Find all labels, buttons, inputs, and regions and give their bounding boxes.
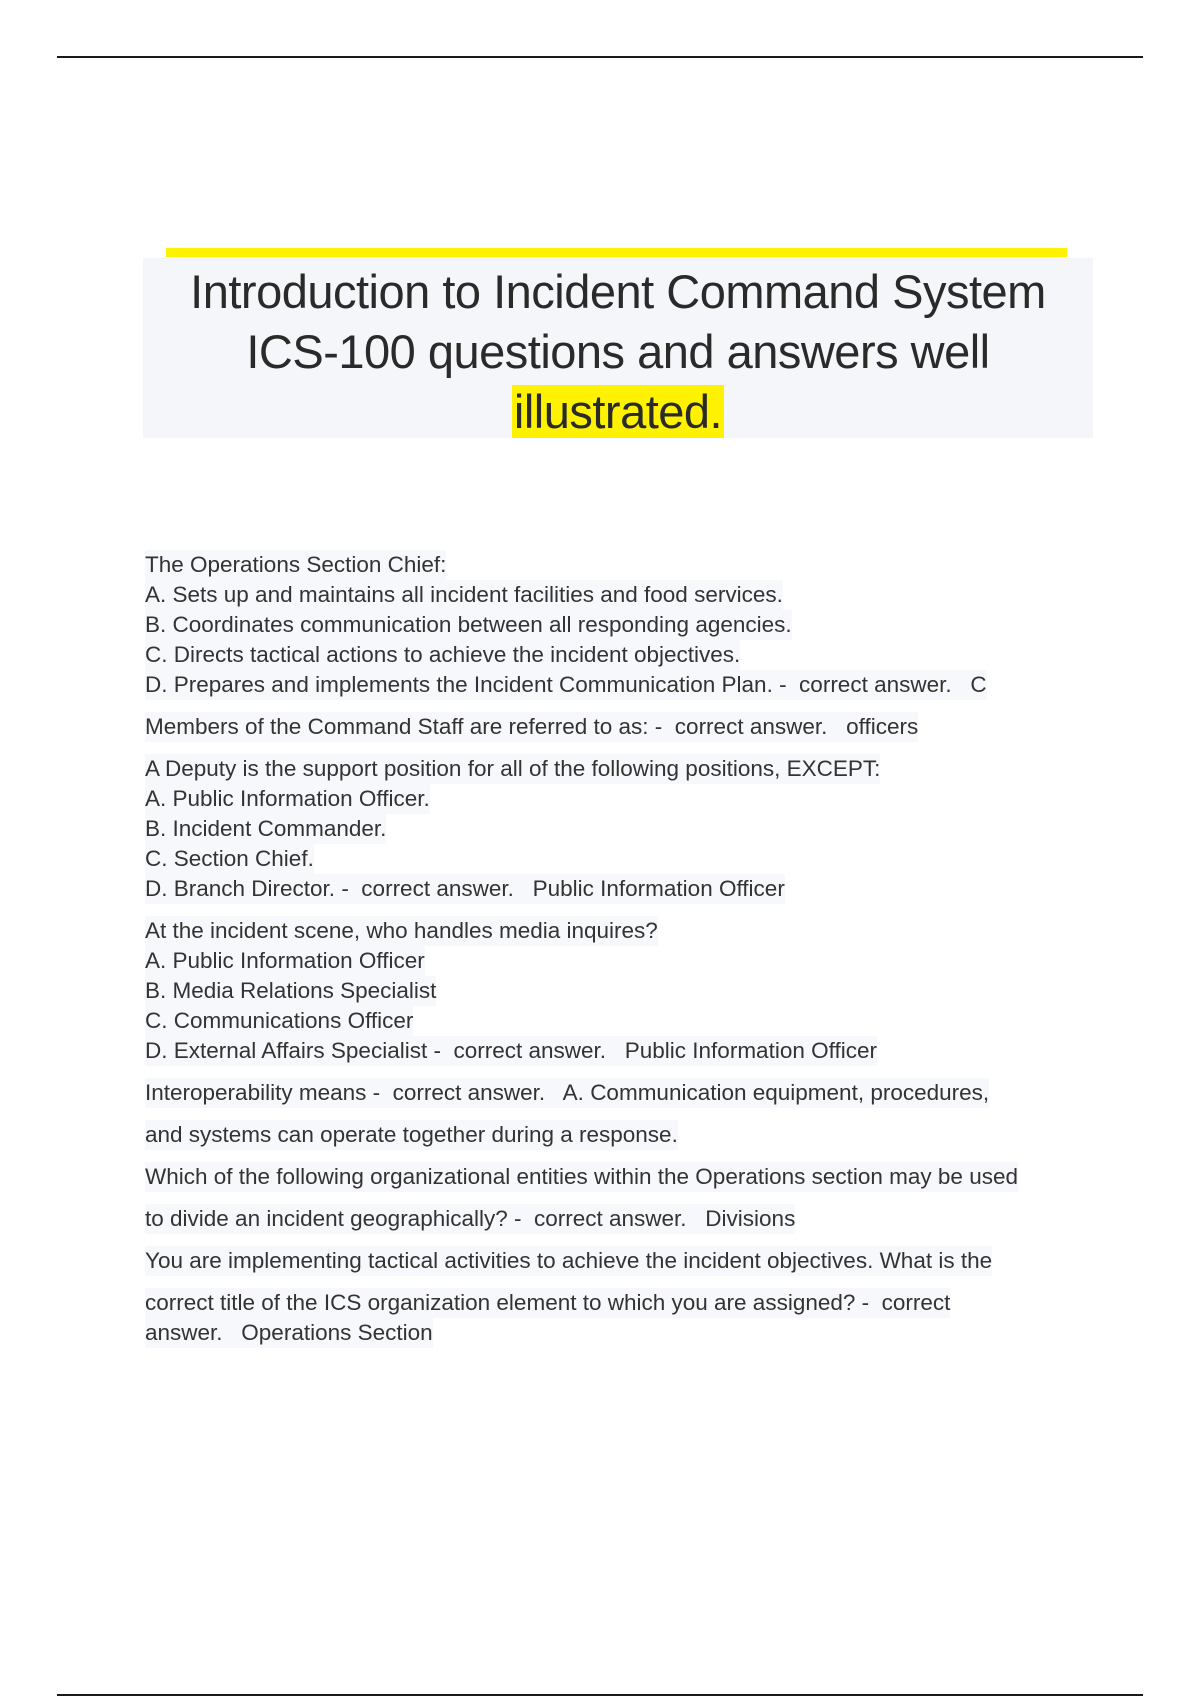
option-text: C. Directs tactical actions to achieve the incident objectives. (145, 640, 740, 670)
qa-list (145, 550, 1105, 1348)
qa-item (145, 754, 1105, 904)
answer-text: Interoperability means - correct answer. A. Communication equipment, procedures, (145, 1078, 989, 1108)
title-line-3 (143, 382, 1093, 442)
question-text: At the incident scene, who handles media inquires? (145, 916, 658, 946)
question-text: A Deputy is the support position for all of the following positions, EXCEPT: (145, 754, 880, 784)
answer-text: and systems can operate together during a response. (145, 1120, 678, 1150)
question-text: You are implementing tactical activities to achieve the incident objectives. What is the (145, 1246, 992, 1276)
title-line-1: Introduction to Incident Command System (190, 265, 1046, 318)
answer-text: D. Prepares and implements the Incident Communication Plan. - correct answer. C (145, 670, 987, 700)
qa-item (145, 1078, 1105, 1150)
option-text: A. Public Information Officer. (145, 784, 430, 814)
answer-text: D. Branch Director. - correct answer. Public Information Officer (145, 874, 785, 904)
answer-text: Members of the Command Staff are referred to as: - correct answer. officers (145, 712, 918, 742)
option-text: B. Incident Commander. (145, 814, 386, 844)
qa-item (145, 1246, 1105, 1348)
question-text: The Operations Section Chief: (145, 550, 446, 580)
qa-item (145, 1162, 1105, 1234)
option-text: A. Sets up and maintains all incident facilities and food services. (145, 580, 783, 610)
question-text: correct title of the ICS organization element to which you are assigned? - correct (145, 1288, 950, 1318)
qa-item (145, 550, 1105, 700)
top-rule (57, 56, 1143, 58)
answer-text: to divide an incident geographically? - correct answer. Divisions (145, 1204, 795, 1234)
option-text: A. Public Information Officer (145, 946, 425, 976)
option-text: C. Communications Officer (145, 1006, 413, 1036)
qa-item (145, 916, 1105, 1066)
answer-text: D. External Affairs Specialist - correct answer. Public Information Officer (145, 1036, 877, 1066)
option-text: B. Coordinates communication between all responding agencies. (145, 610, 792, 640)
option-text: B. Media Relations Specialist (145, 976, 436, 1006)
title-line-2: ICS-100 questions and answers well (246, 325, 990, 378)
document-title (143, 262, 1093, 442)
qa-item (145, 712, 1105, 742)
title-highlighted-word: illustrated. (513, 385, 723, 438)
option-text: C. Section Chief. (145, 844, 314, 874)
question-text: Which of the following organizational entities within the Operations section may be used (145, 1162, 1018, 1192)
bottom-rule (57, 1694, 1143, 1696)
answer-text: answer. Operations Section (145, 1318, 433, 1348)
title-highlight-bar (166, 248, 1067, 257)
